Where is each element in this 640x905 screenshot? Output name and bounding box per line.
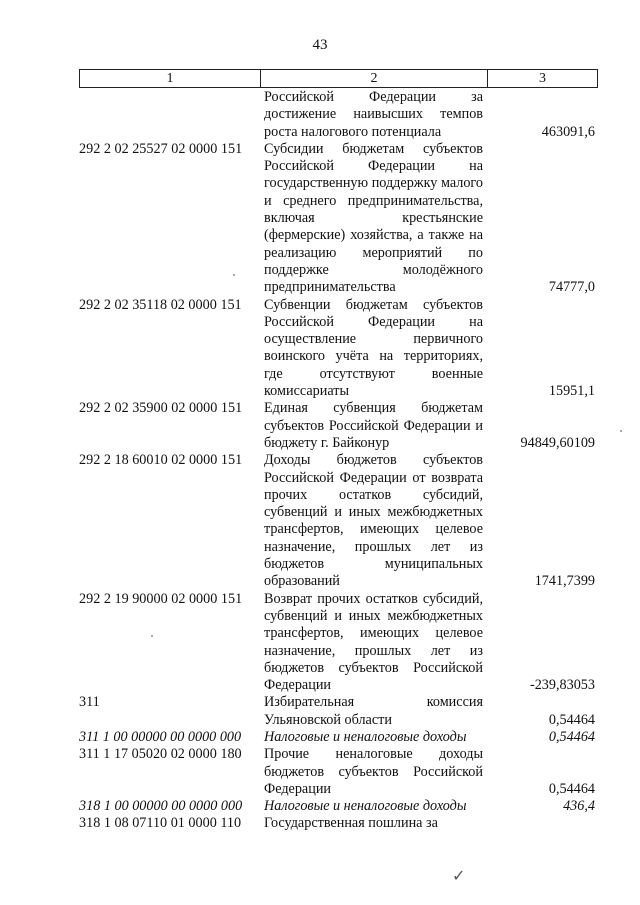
row-description: Российской Федерации за достижение наивысших темпов роста налогового потенциала [264, 89, 483, 140]
row-description: Прочие неналоговые доходы бюджетов субъектов Российской Федерации [264, 746, 483, 797]
row-amount: 0,54464 [548, 728, 595, 745]
row-description: Субвенции бюджетам субъектов Российской Федерации на осуществление первичного воинского учёта на территориях, где отсутствуют военные комиссариаты [264, 296, 483, 400]
table-row [0, 141, 640, 297]
scan-speck [151, 635, 153, 637]
row-code: 311 [79, 694, 100, 711]
table-row [0, 89, 640, 141]
row-code: 292 2 02 35118 02 0000 151 [79, 296, 242, 313]
row-amount: 0,54464 [548, 780, 595, 797]
row-description: Избирательная комиссия Ульяновской области [264, 694, 483, 728]
row-amount: 463091,6 [541, 123, 595, 140]
row-description: Доходы бюджетов субъектов Российской Федерации от возврата прочих остатков субсидий, субвенций и иных межбюджетных трансфертов, имеющих целевое назначение, прошлых лет из бюджетов муниципальных образований [264, 452, 483, 590]
column-header-2: 2 [261, 70, 488, 87]
row-code: 318 1 08 07110 01 0000 110 [79, 815, 242, 832]
row-description: Налоговые и неналоговые доходы [264, 728, 467, 745]
row-amount: 74777,0 [548, 279, 595, 296]
row-description: Субсидии бюджетам субъектов Российской Федерации на государственную поддержку малого и среднего предпринимательства, включая крестьянские (фермерские) хозяйства, а также на реализацию мероприятий по поддержке молодёжного предпринимательства [264, 140, 483, 296]
table-row [0, 729, 640, 746]
row-code: 292 2 18 60010 02 0000 151 [79, 452, 243, 469]
table-row [0, 746, 640, 798]
row-description: Государственная пошлина за [264, 815, 438, 832]
row-code: 292 2 02 35900 02 0000 151 [79, 400, 243, 417]
table-row [0, 400, 640, 452]
row-code: 318 1 00 00000 00 0000 000 [79, 798, 243, 815]
row-amount: 436,4 [563, 798, 595, 815]
table-row [0, 591, 640, 695]
row-code: 311 1 17 05020 02 0000 180 [79, 746, 242, 763]
table-row [0, 815, 640, 832]
row-amount: 1741,7399 [534, 573, 595, 590]
table-row [0, 798, 640, 815]
page-number: 43 [312, 37, 328, 53]
column-header-3: 3 [539, 71, 546, 86]
row-description: Налоговые и неналоговые доходы [264, 798, 467, 815]
table-row [0, 694, 640, 729]
table-body [0, 89, 640, 833]
row-code: 292 2 19 90000 02 0000 151 [79, 590, 243, 607]
row-description: Единая субвенция бюджетам субъектов Российской Федерации и бюджету г. Байконур [264, 400, 483, 451]
table-row [0, 452, 640, 590]
column-header-1: 1 [80, 70, 261, 87]
row-amount: 94849,60109 [520, 434, 595, 451]
table-row [0, 297, 640, 401]
row-amount: 0,54464 [548, 711, 595, 728]
table-column-header [79, 69, 598, 88]
handwritten-mark: ✓ [452, 868, 466, 885]
row-amount: -239,83053 [529, 677, 595, 694]
row-code: 292 2 02 25527 02 0000 151 [79, 140, 243, 157]
row-code: 311 1 00 00000 00 0000 000 [79, 728, 242, 745]
scan-speck [620, 430, 622, 432]
row-amount: 15951,1 [548, 383, 595, 400]
row-description: Возврат прочих остатков субсидий, субвенций и иных межбюджетных трансфертов, имеющих целевое назначение, прошлых лет из бюджетов субъектов Российской Федерации [264, 590, 483, 694]
scan-speck [233, 274, 235, 276]
